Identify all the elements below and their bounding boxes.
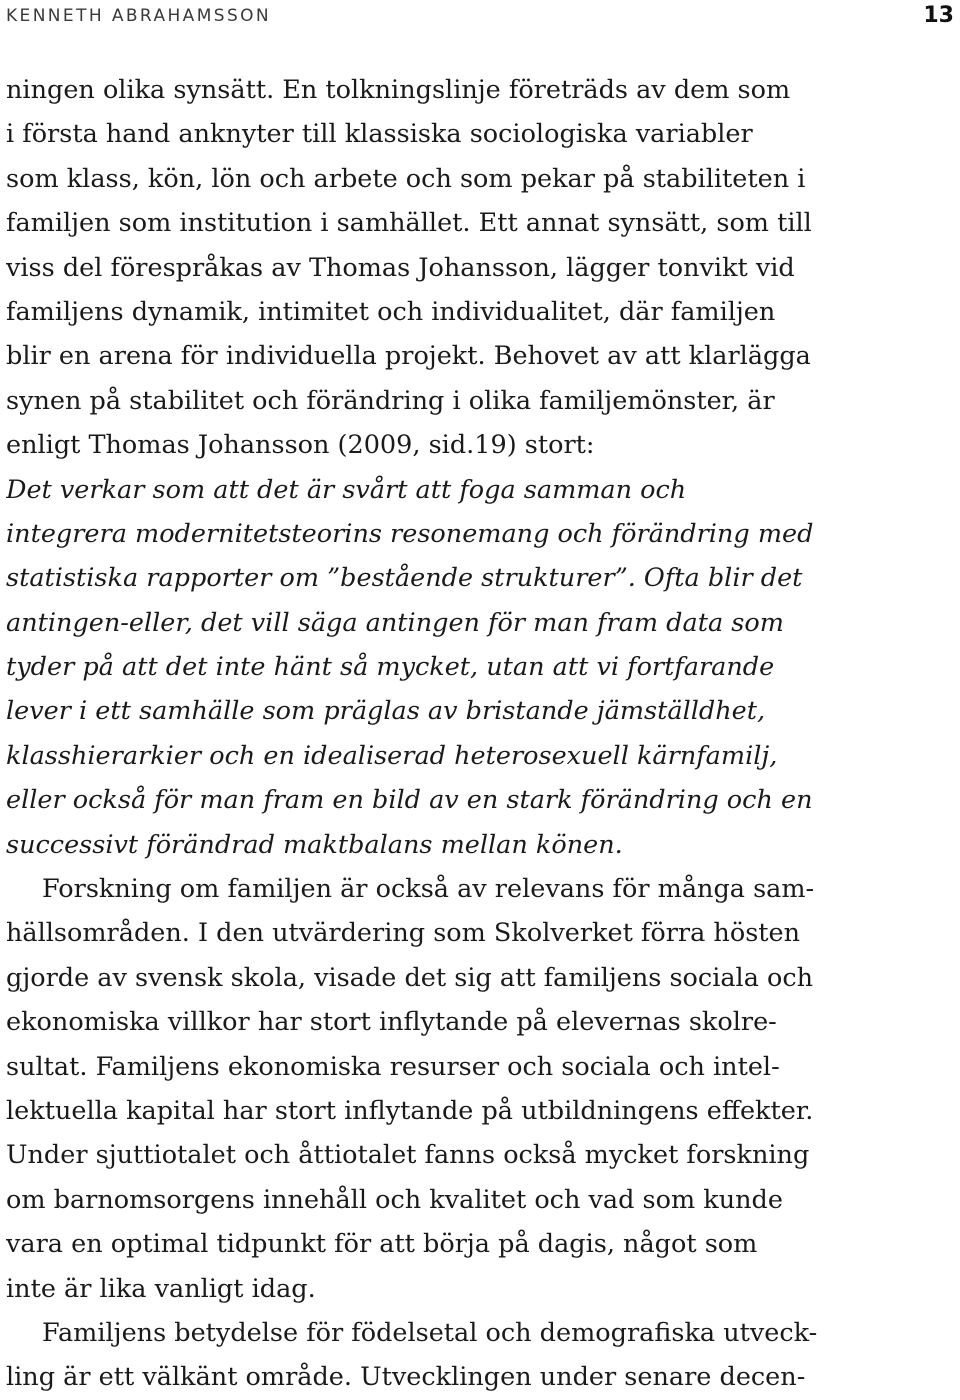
quote-line: eller också för man fram en bild av en stark förändring och en	[6, 785, 813, 816]
page-number: 13	[923, 3, 954, 28]
page-header	[6, 3, 954, 30]
text-line: lektuella kapital har stort inflytande på utbildningens effekter.	[6, 1095, 814, 1126]
text-line: synen på stabilitet och förändring i olika familjemönster, är	[6, 385, 775, 416]
text-line: viss del förespråkas av Thomas Johansson, lägger tonvikt vid	[6, 252, 795, 283]
text-line: gjorde av svensk skola, visade det sig att familjens sociala och	[6, 962, 814, 993]
text-line: ling är ett välkänt område. Utvecklingen under senare decen-	[6, 1362, 806, 1393]
text-line: inte är lika vanligt idag.	[6, 1273, 316, 1304]
text-line: Forskning om familjen är också av relevans för många sam-	[42, 874, 815, 905]
text-line: Familjens betydelse för födelsetal och demografiska utveck-	[42, 1317, 818, 1348]
quote-line: Det verkar som att det är svårt att foga samman och	[6, 474, 687, 505]
quote-line: integrera modernitetsteorins resonemang och förändring med	[6, 518, 814, 549]
text-line: ningen olika synsätt. En tolkningslinje företräds av dem som	[6, 75, 791, 105]
text-line: som klass, kön, lön och arbete och som pekar på stabiliteten i	[6, 163, 806, 194]
text-line: hällsområden. I den utvärdering som Skolverket förra hösten	[6, 918, 801, 949]
text-line: i första hand anknyter till klassiska sociologiska variabler	[6, 119, 753, 150]
text-line: familjen som institution i samhället. Ett annat synsätt, som till	[6, 208, 812, 239]
text-line: om barnomsorgens innehåll och kvalitet och vad som kunde	[6, 1184, 783, 1215]
running-head: KENNETH ABRAHAMSSON	[6, 6, 272, 26]
quote-line: statistiska rapporter om ”bestående strukturer”. Ofta blir det	[6, 563, 803, 594]
text-line: enligt Thomas Johansson (2009, sid.19) stort:	[6, 430, 595, 461]
quote-line: klasshierarkier och en idealiserad heterosexuell kärnfamilj,	[6, 740, 778, 771]
text-line: blir en arena för individuella projekt. Behovet av att klarlägga	[6, 341, 811, 372]
quote-line: tyder på att det inte hänt så mycket, utan att vi fortfarande	[6, 652, 775, 683]
body-text	[6, 68, 956, 1400]
text-line: vara en optimal tidpunkt för att börja på dagis, något som	[6, 1229, 758, 1260]
text-line: sultat. Familjens ekonomiska resurser och sociala och intel-	[6, 1051, 780, 1082]
text-line: familjens dynamik, intimitet och individualitet, där familjen	[6, 296, 776, 327]
quote-line: successivt förändrad maktbalans mellan könen.	[6, 829, 623, 860]
text-line: Under sjuttiotalet och åttiotalet fanns också mycket forskning	[6, 1140, 810, 1171]
quote-line: lever i ett samhälle som präglas av bristande jämställdhet,	[6, 696, 766, 727]
text-line: ekonomiska villkor har stort inflytande på elevernas skolre-	[6, 1007, 777, 1038]
quote-line: antingen-eller, det vill säga antingen för man fram data som	[6, 607, 784, 638]
